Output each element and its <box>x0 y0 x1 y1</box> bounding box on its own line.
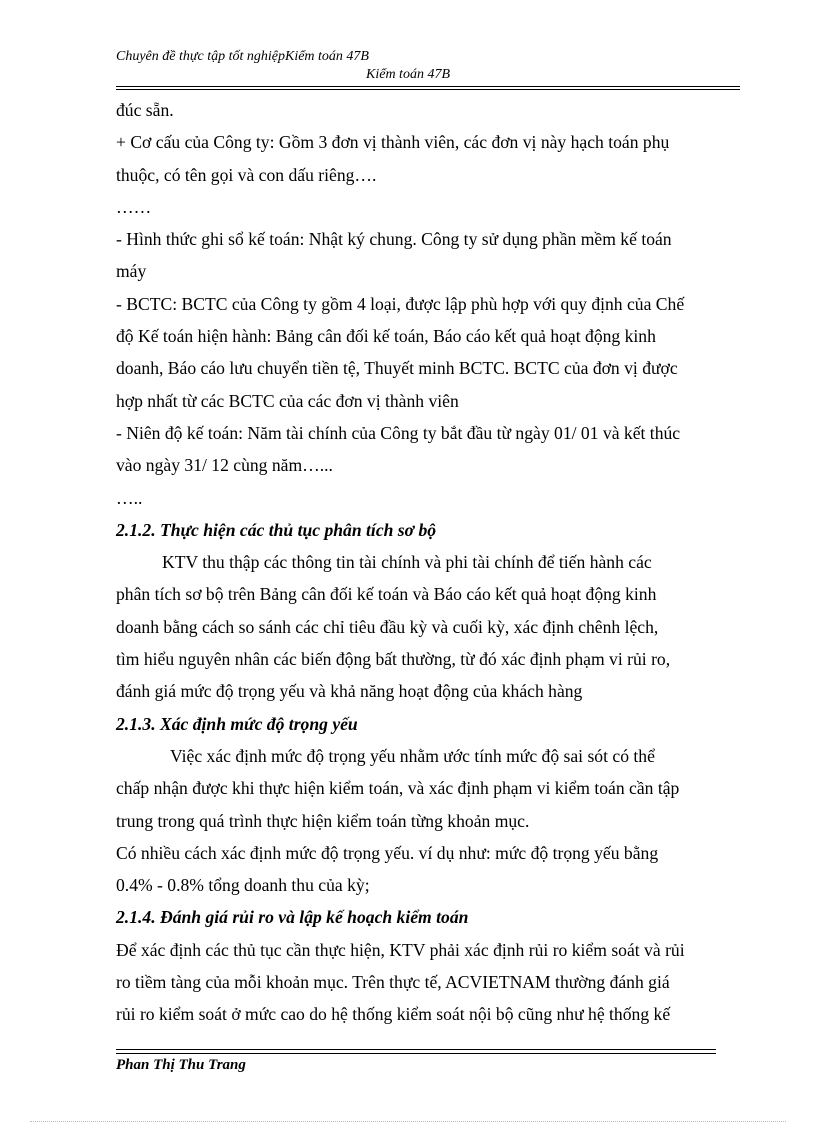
paragraph-line: ro tiềm tàng của mỗi khoản mục. Trên thực tế, ACVIETNAM thường đánh giá <box>116 972 670 993</box>
paragraph-line: đúc sẵn. <box>116 100 174 120</box>
paragraph-line: vào ngày 31/ 12 cùng năm…... <box>116 455 333 476</box>
paragraph-line: chấp nhận được khi thực hiện kiểm toán, và xác định phạm vi kiểm toán cần tập <box>116 778 680 799</box>
paragraph-line: máy <box>116 261 147 282</box>
paragraph-line: - BCTC: BCTC của Công ty gồm 4 loại, được lập phù hợp với quy định của Chế <box>116 293 685 314</box>
paragraph-line: đánh giá mức độ trọng yếu và khả năng hoạt động của khách hàng <box>116 681 583 702</box>
paragraph-line: rủi ro kiểm soát ở mức cao do hệ thống kiểm soát nội bộ cũng như hệ thống kế <box>116 1004 671 1025</box>
page-header-line-1: Chuyên đề thực tập tốt nghiệpKiểm toán 47B <box>116 49 369 64</box>
page-header-line-2: Kiểm toán 47B <box>366 67 450 82</box>
paragraph-line: độ Kế toán hiện hành: Bảng cân đối kế toán, Báo cáo kết quả hoạt động kinh <box>116 326 656 347</box>
paragraph-line: Có nhiều cách xác định mức độ trọng yếu. ví dụ như: mức độ trọng yếu bằng <box>116 842 659 863</box>
paragraph-line: Việc xác định mức độ trọng yếu nhằm ước tính mức độ sai sót có thể <box>170 745 655 766</box>
paragraph-line: thuộc, có tên gọi và con dấu riêng…. <box>116 164 377 185</box>
paragraph-line: doanh, Báo cáo lưu chuyển tiền tệ, Thuyết minh BCTC. BCTC của đơn vị được <box>116 358 678 379</box>
paragraph-line: KTV thu thập các thông tin tài chính và phi tài chính để tiến hành các <box>162 552 652 573</box>
paragraph-line: 0.4% - 0.8% tổng doanh thu của kỳ; <box>116 875 370 896</box>
paragraph-line: hợp nhất từ các BCTC của các đơn vị thành viên <box>116 390 459 411</box>
footer-author-name: Phan Thị Thu Trang <box>116 1057 246 1073</box>
page-bottom-dotted-border <box>30 1121 786 1122</box>
paragraph-line: phân tích sơ bộ trên Bảng cân đối kế toán và Báo cáo kết quả hoạt động kinh <box>116 584 657 605</box>
footer-rule-thick <box>116 1049 716 1050</box>
document-body <box>116 94 746 1031</box>
header-rule-thick <box>116 89 740 90</box>
paragraph-line: trung trong quá trình thực hiện kiểm toán từng khoản mục. <box>116 810 530 831</box>
ellipsis-line: …… <box>116 196 152 217</box>
ellipsis-line: ….. <box>116 487 143 508</box>
section-heading-2-1-3: 2.1.3. Xác định mức độ trọng yếu <box>116 713 358 734</box>
paragraph-line: doanh bằng cách so sánh các chỉ tiêu đầu kỳ và cuối kỳ, xác định chênh lệch, <box>116 616 659 637</box>
paragraph-line: tìm hiểu nguyên nhân các biến động bất thường, từ đó xác định phạm vi rủi ro, <box>116 649 671 670</box>
paragraph-line: + Cơ cấu của Công ty: Gồm 3 đơn vị thành viên, các đơn vị này hạch toán phụ <box>116 132 670 153</box>
header-rule-thin <box>116 86 740 87</box>
paragraph-line: - Hình thức ghi sổ kế toán: Nhật ký chung. Công ty sử dụng phần mềm kế toán <box>116 229 672 250</box>
section-heading-2-1-2: 2.1.2. Thực hiện các thủ tục phân tích sơ bộ <box>116 519 437 540</box>
section-heading-2-1-4: 2.1.4. Đánh giá rủi ro và lập kế hoạch kiểm toán <box>116 907 469 928</box>
paragraph-line: Để xác định các thủ tục cần thực hiện, KTV phải xác định rủi ro kiểm soát và rủi <box>116 939 685 960</box>
paragraph-line: - Niên độ kế toán: Năm tài chính của Công ty bắt đầu từ ngày 01/ 01 và kết thúc <box>116 422 681 443</box>
footer-rule-thin <box>116 1053 716 1054</box>
